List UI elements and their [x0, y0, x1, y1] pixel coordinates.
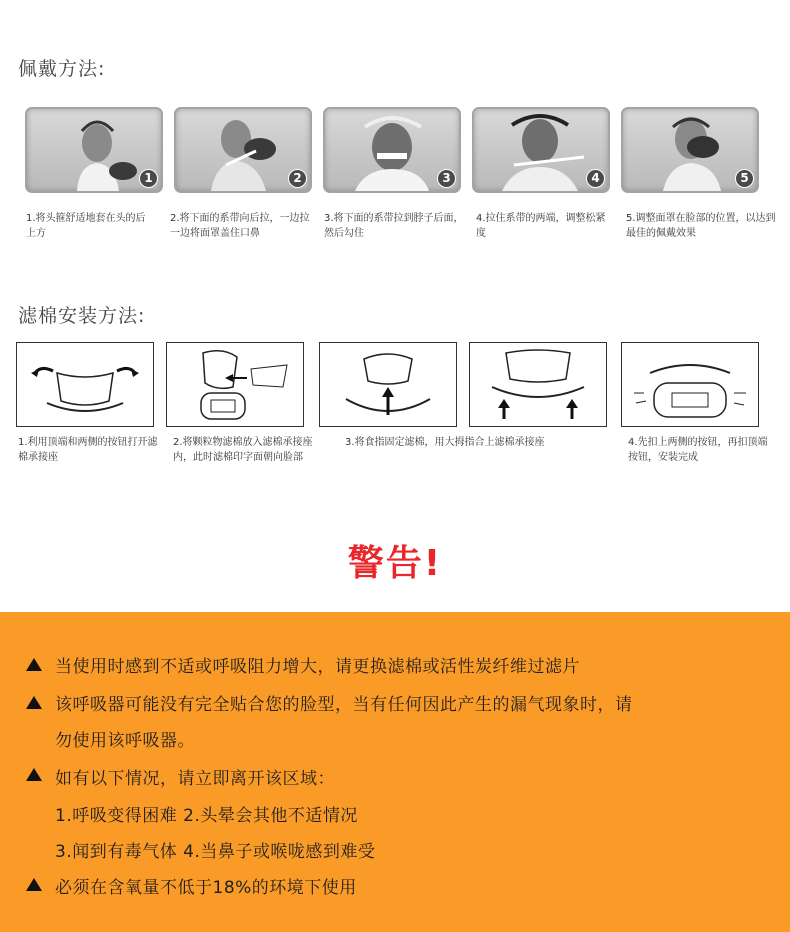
wear-step-caption-5: 5.调整面罩在脸部的位置，以达到最佳的佩戴效果 — [626, 213, 776, 239]
filter-step-caption-1: 1.利用顶端和两侧的按钮打开滤棉承接座 — [18, 437, 158, 463]
filter-step-caption-4: 4.先扣上两侧的按钮，再扣顶端按钮，安装完成 — [628, 437, 768, 463]
wear-step-caption-4: 4.拉住系带的两端，调整松紧度 — [476, 213, 606, 239]
filter-step-caption-3: 3.将食指固定滤棉，用大拇指合上滤棉承接座 — [345, 437, 545, 448]
wear-step-photo-4 — [472, 107, 610, 193]
filter-install-title: 滤棉安装方法: — [18, 305, 146, 327]
wear-step-photo-3 — [323, 107, 461, 193]
step-number-badge: 5 — [735, 169, 754, 188]
warning-panel — [0, 612, 790, 932]
wear-step-caption-2: 2.将下面的系带向后拉，一边拉一边将面罩盖住口鼻 — [170, 213, 310, 239]
step-number-badge: 3 — [437, 169, 456, 188]
filter-step-diagram-2 — [166, 342, 304, 427]
filter-step-diagram-4 — [469, 342, 607, 427]
warning-bullet-icon — [26, 658, 42, 671]
warning-item-3-sub1: 1.呼吸变得困难 2.头晕会其他不适情况 — [55, 806, 358, 826]
wear-step-photo-2 — [174, 107, 312, 193]
warning-bullet-icon — [26, 696, 42, 709]
filter-step-diagram-1 — [16, 342, 154, 427]
wear-step-caption-3: 3.将下面的系带拉到脖子后面，然后勾住 — [324, 213, 464, 239]
warning-bullet-icon — [26, 878, 42, 891]
warning-item-4: 必须在含氧量不低于18%的环境下使用 — [55, 878, 357, 898]
filter-step-caption-2: 2.将颗粒物滤棉放入滤棉承接座内，此时滤棉印字面朝向脸部 — [173, 437, 313, 463]
filter-step-diagram-3 — [319, 342, 457, 427]
warning-item-2-cont: 勿使用该呼吸器。 — [55, 731, 195, 751]
wear-step-photo-1 — [25, 107, 163, 193]
wear-method-title: 佩戴方法: — [18, 58, 106, 80]
step-number-badge: 4 — [586, 169, 605, 188]
filter-step-diagram-5 — [621, 342, 759, 427]
warning-item-3: 如有以下情况，请立即离开该区域： — [55, 769, 335, 789]
warning-item-2: 该呼吸器可能没有完全贴合您的脸型，当有任何因此产生的漏气现象时，请 — [55, 695, 633, 715]
warning-title: 警告! — [347, 543, 443, 584]
step-number-badge: 2 — [288, 169, 307, 188]
warning-item-1: 当使用时感到不适或呼吸阻力增大，请更换滤棉或活性炭纤维过滤片 — [55, 657, 580, 677]
wear-step-photo-5 — [621, 107, 759, 193]
warning-bullet-icon — [26, 768, 42, 781]
wear-step-caption-1: 1.将头箍舒适地套在头的后上方 — [26, 213, 146, 239]
step-number-badge: 1 — [139, 169, 158, 188]
warning-item-3-sub2: 3.闻到有毒气体 4.当鼻子或喉咙感到难受 — [55, 842, 376, 862]
